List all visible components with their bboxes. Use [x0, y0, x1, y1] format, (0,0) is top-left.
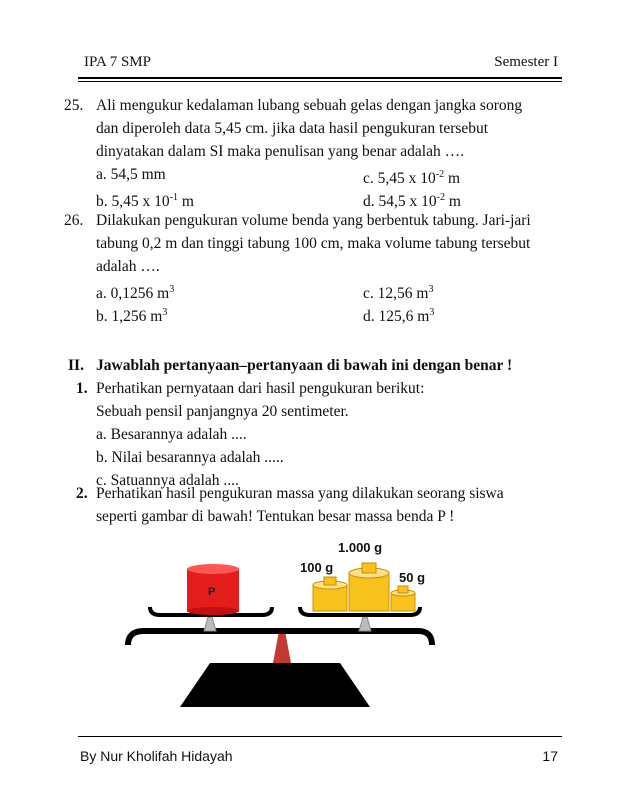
- q26-option-b: b. 1,256 $m^3$: [96, 307, 168, 326]
- e1-number: 1.: [76, 380, 88, 397]
- q26-line1: Dilakukan pengukuran volume benda yang berbentuk tabung. Jari-jari: [96, 212, 531, 229]
- weight-1000g: [349, 563, 389, 611]
- header-rule-thin: [78, 81, 562, 82]
- q26-line3: adalah ….: [96, 258, 160, 275]
- scale-base: [180, 663, 370, 707]
- q26-option-c: c. 12,56 $m^3$: [363, 284, 434, 303]
- balance-scale-figure: [120, 535, 440, 720]
- e2-number: 2.: [76, 485, 88, 502]
- q25-option-c: c. 5,45 x $10^{-2}$ m: [363, 169, 461, 188]
- q25-option-a: a. 54,5 mm: [96, 166, 166, 183]
- q25-line1: Ali mengukur kedalaman lubang sebuah gelas dengan jangka sorong: [96, 97, 523, 114]
- label-50g: 50 g: [399, 570, 426, 585]
- q26-option-a: a. 0,1256 $m^3$: [96, 284, 175, 303]
- header-subject: IPA 7 SMP: [84, 54, 151, 70]
- page-number: 17: [542, 748, 558, 764]
- q25-line2: dan diperoleh data 5,45 cm. jika data hasil pengukuran tersebut: [96, 120, 489, 137]
- object-p: [187, 564, 239, 615]
- header-rule: [78, 77, 562, 79]
- q26-option-d: d. 125,6 $m^3$: [363, 307, 435, 326]
- page-header: [78, 50, 562, 76]
- q26-line2: tabung 0,2 m dan tinggi tabung 100 cm, maka volume tabung tersebut: [96, 235, 531, 252]
- weight-50g: [391, 586, 415, 611]
- e1-option-a: a. Besarannya adalah ....: [96, 426, 247, 443]
- section2-number: II.: [68, 357, 84, 374]
- scale-pivot: [273, 631, 291, 663]
- page-footer: [78, 736, 562, 764]
- right-pan-support: [359, 617, 371, 631]
- weight-100g: [313, 577, 347, 611]
- e1-line2: Sebuah pensil panjangnya 20 sentimeter.: [96, 403, 349, 420]
- q25-option-d: d. 54,5 x $10^{-2}$ m: [363, 192, 461, 211]
- e2-line1: Perhatikan hasil pengukuran massa yang dilakukan seorang siswa: [96, 485, 504, 502]
- e2-line2: seperti gambar di bawah! Tentukan besar massa benda P !: [96, 508, 455, 525]
- e1-line1: Perhatikan pernyataan dari hasil pengukuran berikut:: [96, 380, 425, 397]
- label-100g: 100 g: [300, 560, 334, 575]
- e1-option-b: b. Nilai besarannya adalah .....: [96, 449, 284, 466]
- object-p-label: P: [208, 586, 216, 598]
- q25-number: 25.: [64, 97, 84, 114]
- q25-line3: dinyatakan dalam SI maka penulisan yang benar adalah ….: [96, 143, 464, 160]
- e1-option-c: c. Satuannya adalah ....: [96, 472, 239, 489]
- footer-rule: [78, 736, 562, 737]
- label-1000g: 1.000 g: [338, 540, 383, 555]
- header-semester: Semester I: [494, 54, 558, 70]
- q25-option-b: b. 5,45 x $10^{-1}$ m: [96, 192, 194, 211]
- left-pan-support: [204, 617, 216, 631]
- section2-title: Jawablah pertanyaan–pertanyaan di bawah ini dengan benar !: [96, 357, 513, 374]
- footer-author: By Nur Kholifah Hidayah: [80, 748, 233, 764]
- q26-number: 26.: [64, 212, 84, 229]
